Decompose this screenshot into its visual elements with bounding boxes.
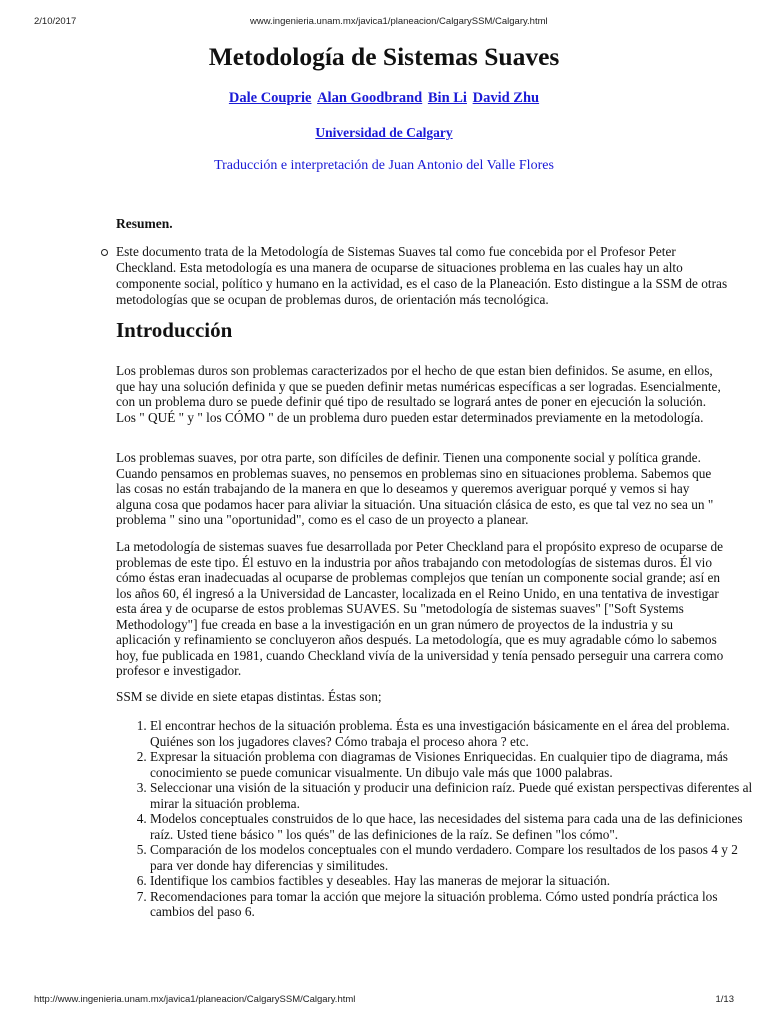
author-link-goodbrand[interactable]: Alan Goodbrand <box>317 90 423 106</box>
print-footer <box>0 994 768 1008</box>
print-date: 2/10/2017 <box>34 16 77 27</box>
paragraph-methodology-history: La metodología de sistemas suaves fue desarrollada por Peter Checkland para el propósito expreso de ocuparse de problemas de este tipo. Él estuvo en la industria por años trabajando con metodologías de sistemas duros. Él vio cómo éstas eran inadecuadas al ocuparse de problemas complejos que tenían un componente social grande; así en los años 60, él ingresó a la Universidad de Lancaster, localizada en el Reino Unido, en una tentativa de investigar esta área y de ocuparse de estos problemas SUAVES. Su "metodología de sistemas suaves" ["Soft Systems Methodology"] fue creada en base a la investigación en un gran número de proyectos de la industria y su aplicación y refinamiento se concluyeron años después. La metodología, que es muy agradable cómo lo sabemos hoy, fue publicada en 1981, cuando Checkland vivía de la universidad y tenía pensado perseguir una carrera como profesor e investigador. <box>116 539 724 678</box>
author-link-zhu[interactable]: David Zhu <box>472 90 540 106</box>
author-link-couprie[interactable]: Dale Couprie <box>228 90 312 106</box>
author-link-li[interactable]: Bin Li <box>427 90 467 106</box>
print-header <box>0 16 768 30</box>
translation-credit: Traducción e interpretación de Juan Antonio del Valle Flores <box>214 158 554 173</box>
list-item: 4. Modelos conceptuales construidos de lo que hace, las necesidades del sistema para cada una de las definiciones raíz. Usted tiene básico " los qués" de las definiciones de la raíz. Se definen "los cómo". <box>150 811 756 842</box>
circle-bullet-icon <box>101 249 108 256</box>
university-line <box>0 125 768 141</box>
page-title: Metodología de Sistemas Suaves <box>208 42 560 71</box>
print-footer-url: http://www.ingenieria.unam.mx/javica1/planeacion/CalgarySSM/Calgary.html <box>34 994 356 1005</box>
list-item: 5. Comparación de los modelos conceptuales con el mundo verdadero. Compare los resultados de los pasos 4 y 2 para ver donde hay diferencias y similitudes. <box>150 842 756 873</box>
abstract-label: Resumen. <box>116 216 173 231</box>
list-item: 7. Recomendaciones para tomar la acción que mejore la situación problema. Cómo usted pondría práctica los cambios del paso 6. <box>150 889 756 920</box>
page-number: 1/13 <box>715 994 734 1005</box>
list-item: 6. Identifique los cambios factibles y deseables. Hay las maneras de mejorar la situación. <box>150 873 756 889</box>
introduction-heading: Introducción <box>116 318 233 342</box>
stages-list <box>116 718 756 920</box>
authors-line <box>0 90 768 107</box>
list-item: 2. Expresar la situación problema con diagramas de Visiones Enriquecidas. En cualquier tipo de diagrama, más conocimiento se puede comunicar visualmente. Un dibujo vale más que 1000 palabras. <box>150 749 756 780</box>
list-item: 1. El encontrar hechos de la situación problema. Ésta es una investigación básicamente en el área del problema. Quiénes son los jugadores claves? Cómo trabaja el proceso ahora ? etc. <box>150 718 756 749</box>
abstract-text: Este documento trata de la Metodología de Sistemas Suaves tal como fue concebida por el Profesor Peter Checkland. Esta metodología es una manera de ocuparse de situaciones problema en las cuales hay un alto componente social, político y humano en la actividad, es el caso de la Planeación. Esto distingue a la SSM de otras metodologías que se ocupan de problemas duros, de orientación más tecnológica. <box>116 244 728 307</box>
paragraph-soft-problems: Los problemas suaves, por otra parte, son difíciles de definir. Tienen una componente social y política grande. Cuando pensamos en problemas suaves, no pensemos en problemas sino en situaciones problema. Sabemos que las cosas no están trabajando de la manera en que lo deseamos y queremos averiguar porqué y vemos si hay alguna cosa que podamos hacer para aliviar la situación. Una situación clásica de esto, es que tal vez no sea un " problema " sino una "oportunidad", como es el caso de un proyecto a planear. <box>116 450 714 527</box>
paragraph-stages-intro: SSM se divide en siete etapas distintas. Éstas son; <box>116 689 382 704</box>
print-header-url: www.ingenieria.unam.mx/javica1/planeacion/CalgarySSM/Calgary.html <box>250 16 548 27</box>
list-item: 3. Seleccionar una visión de la situación y producir una definicion raíz. Puede qué existan perspectivas diferentes al mirar la situación problema. <box>150 780 756 811</box>
abstract-item <box>116 244 728 308</box>
university-link[interactable]: Universidad de Calgary <box>315 125 453 140</box>
paragraph-hard-problems: Los problemas duros son problemas caracterizados por el hecho de que estan bien definidos. Se asume, en ellos, que hay una solución definida y que se pueden definir metas numéricas específicas a ser logradas. Esencialmente, con un problema duro se puede definir qué tipo de resultado se logrará antes de poner en ejecución la solución. Los " QUÉ " y " los CÓMO " de un problema duro pueden estar determinados previamente en la metodología. <box>116 363 721 425</box>
